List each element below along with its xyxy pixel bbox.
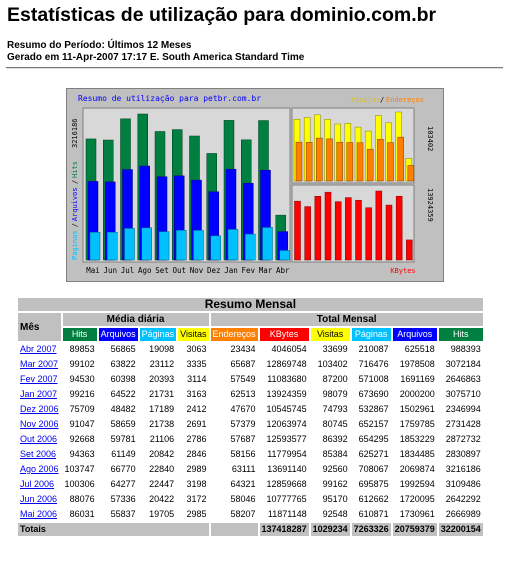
total-addresses-cell: 58207 bbox=[211, 508, 258, 521]
daily-visits-cell: 2989 bbox=[178, 463, 208, 476]
total-hits: 32200154 bbox=[440, 524, 481, 534]
daily-hits-cell: 99216 bbox=[63, 388, 97, 401]
month-header: Mês bbox=[18, 313, 61, 341]
totals-label: Totais bbox=[18, 523, 209, 536]
x-tick-Dez: Dez bbox=[206, 266, 221, 275]
y-axis-label-1: Arquivos bbox=[71, 187, 79, 222]
month-link[interactable]: Jul 2006 bbox=[20, 479, 55, 489]
month-cell bbox=[18, 358, 61, 371]
total-pages-cell: 708067 bbox=[352, 463, 391, 476]
total-files-cell: 1720095 bbox=[393, 493, 437, 506]
table-row bbox=[18, 418, 483, 431]
total-kbytes: 137418287 bbox=[261, 524, 307, 534]
month-cell bbox=[18, 343, 61, 356]
table-row bbox=[18, 373, 483, 386]
table-row bbox=[18, 388, 483, 401]
daily-hits-cell: 94530 bbox=[63, 373, 97, 386]
col-total-kbytes: KBytes bbox=[260, 328, 309, 341]
daily-visits-cell: 3114 bbox=[178, 373, 208, 386]
bar-pages-Jul bbox=[125, 228, 135, 260]
table-row bbox=[18, 508, 483, 521]
total-pages-cell: 695875 bbox=[352, 478, 391, 491]
total-hits-cell: 3216186 bbox=[439, 463, 483, 476]
table-row bbox=[18, 403, 483, 416]
daily-hits-cell: 91047 bbox=[63, 418, 97, 431]
bar-addresses-Jul bbox=[316, 138, 322, 181]
total-kbytes-cell: 11779954 bbox=[260, 448, 309, 461]
daily-visits-cell: 3335 bbox=[178, 358, 208, 371]
total-visits-cell: 103402 bbox=[311, 358, 350, 371]
total-visits-cell: 80745 bbox=[311, 418, 350, 431]
bar-kbytes-Jul bbox=[315, 196, 321, 260]
y-axis-label-0: Páginas bbox=[71, 230, 79, 260]
daily-visits-cell: 3172 bbox=[178, 493, 208, 506]
month-cell bbox=[18, 448, 61, 461]
month-link[interactable]: Mar 2007 bbox=[20, 359, 59, 369]
x-tick-Jun: Jun bbox=[103, 266, 118, 275]
daily-files-cell: 63822 bbox=[99, 358, 138, 371]
total-kbytes-cell: 12859668 bbox=[260, 478, 309, 491]
daily-hits-cell: 103747 bbox=[64, 464, 95, 474]
daily-files-cell: 59781 bbox=[99, 433, 138, 446]
total-files: 20759379 bbox=[394, 524, 435, 534]
total-addresses-cell: 58156 bbox=[211, 448, 258, 461]
daily-pages-cell: 21738 bbox=[140, 418, 177, 431]
daily-pages-cell: 20422 bbox=[140, 493, 177, 506]
col-total-visits: Visitas bbox=[311, 328, 350, 341]
daily-hits-cell: 86031 bbox=[63, 508, 97, 521]
bar-addresses-Out bbox=[347, 143, 353, 181]
total-hits-cell: 3072184 bbox=[439, 358, 483, 371]
total-addresses-cell: 23434 bbox=[211, 343, 258, 356]
daily-files-cell: 64522 bbox=[99, 388, 138, 401]
month-cell bbox=[18, 418, 61, 431]
bar-pages-Abr bbox=[280, 250, 290, 260]
total-visits-cell: 99162 bbox=[311, 478, 350, 491]
daily-visits-cell: 3163 bbox=[178, 388, 208, 401]
monthly-total-header: Total Mensal bbox=[211, 313, 483, 326]
total-visits-cell: 86392 bbox=[311, 433, 350, 446]
total-kbytes-cell: 13924359 bbox=[260, 388, 309, 401]
daily-visits-cell: 2985 bbox=[178, 508, 208, 521]
bar-addresses-Dez bbox=[367, 149, 373, 181]
usage-summary-graph bbox=[66, 88, 444, 282]
total-files-cell: 1853229 bbox=[393, 433, 437, 446]
col-total-files: Arquivos bbox=[393, 328, 437, 341]
total-files-cell: 2000200 bbox=[393, 388, 437, 401]
bar-addresses-Jan bbox=[377, 139, 383, 181]
x-tick-Mai: Mai bbox=[86, 266, 100, 275]
bar-pages-Mai bbox=[90, 232, 100, 260]
total-kbytes-cell: 10545745 bbox=[260, 403, 309, 416]
daily-hits-cell: 100306 bbox=[64, 479, 95, 489]
total-addresses-cell: 57687 bbox=[211, 433, 258, 446]
total-files-cell: 1502961 bbox=[393, 403, 437, 416]
month-link[interactable]: Ago 2006 bbox=[20, 464, 59, 474]
table-row bbox=[18, 463, 483, 476]
legend-separator: / bbox=[380, 96, 385, 104]
total-pages-cell: 532867 bbox=[352, 403, 391, 416]
kbytes-ymax-label: 13924359 bbox=[426, 188, 434, 222]
bar-pages-Dez bbox=[211, 236, 221, 260]
total-visits: 1029234 bbox=[312, 524, 348, 534]
total-files-cell: 1992594 bbox=[393, 478, 437, 491]
x-tick-Jan: Jan bbox=[224, 266, 238, 275]
month-link[interactable]: Fev 2007 bbox=[20, 374, 58, 384]
daily-hits-cell: 89853 bbox=[63, 343, 97, 356]
daily-files-cell: 66770 bbox=[99, 463, 138, 476]
bar-pages-Jun bbox=[107, 232, 117, 260]
total-kbytes-cell: 13691140 bbox=[260, 463, 309, 476]
bar-addresses-Abr bbox=[408, 165, 414, 181]
daily-pages-cell: 21106 bbox=[140, 433, 177, 446]
bar-pages-Nov bbox=[194, 230, 204, 260]
total-hits-cell: 2666989 bbox=[439, 508, 483, 521]
table-row bbox=[18, 358, 483, 371]
page-title: Estatísticas de utilização para dominio.com.br bbox=[7, 4, 437, 26]
total-pages: 7263326 bbox=[353, 524, 389, 534]
daily-visits-cell: 3198 bbox=[178, 478, 208, 491]
bar-kbytes-Nov bbox=[356, 200, 362, 260]
col-total-addresses: Endereços bbox=[212, 329, 256, 339]
total-hits-cell: 2642292 bbox=[439, 493, 483, 506]
kbytes-label: KBytes bbox=[390, 267, 416, 275]
total-kbytes-cell: 10777765 bbox=[260, 493, 309, 506]
daily-hits-cell: 75709 bbox=[63, 403, 97, 416]
daily-files-cell: 64277 bbox=[99, 478, 138, 491]
daily-visits-cell: 3063 bbox=[178, 343, 208, 356]
total-files-cell: 1691169 bbox=[393, 373, 437, 386]
table-body bbox=[18, 343, 483, 521]
daily-visits-cell: 2786 bbox=[178, 433, 208, 446]
total-addresses-cell: 58046 bbox=[211, 493, 258, 506]
total-kbytes-cell: 12063974 bbox=[260, 418, 309, 431]
total-visits-cell: 92560 bbox=[311, 463, 350, 476]
daily-pages-cell: 17189 bbox=[140, 403, 177, 416]
daily-files-cell: 61149 bbox=[99, 448, 138, 461]
bar-kbytes-Jun bbox=[305, 207, 311, 260]
daily-files-cell: 48482 bbox=[99, 403, 138, 416]
monthly-summary-table bbox=[16, 296, 485, 538]
table-row bbox=[18, 478, 483, 491]
month-cell bbox=[18, 508, 61, 521]
bar-kbytes-Mai bbox=[295, 201, 301, 260]
total-addresses-cell: 57379 bbox=[211, 418, 258, 431]
total-kbytes-cell: 12869748 bbox=[260, 358, 309, 371]
month-link[interactable]: Set 2006 bbox=[20, 449, 57, 459]
left-ymax-label: 3216186 bbox=[71, 118, 79, 148]
total-pages-cell: 612662 bbox=[352, 493, 391, 506]
bar-kbytes-Fev bbox=[386, 205, 392, 260]
daily-hits-cell: 94363 bbox=[63, 448, 97, 461]
total-files-cell: 1730961 bbox=[393, 508, 437, 521]
total-hits-cell: 3109486 bbox=[439, 478, 483, 491]
total-files-cell: 1834485 bbox=[393, 448, 437, 461]
month-cell bbox=[18, 493, 61, 506]
total-pages-cell: 210087 bbox=[352, 343, 391, 356]
month-cell bbox=[18, 403, 61, 416]
col-total-pages: Páginas bbox=[352, 328, 391, 341]
bar-pages-Jan bbox=[228, 229, 238, 260]
x-tick-Out: Out bbox=[172, 266, 187, 275]
total-hits-cell: 2731428 bbox=[439, 418, 483, 431]
col-total-hits: Hits bbox=[439, 328, 483, 341]
bar-kbytes-Mar bbox=[396, 196, 402, 260]
daily-pages-cell: 19098 bbox=[140, 343, 177, 356]
total-pages-cell: 654295 bbox=[352, 433, 391, 446]
bar-addresses-Fev bbox=[388, 143, 394, 181]
x-tick-Mar: Mar bbox=[258, 266, 273, 275]
total-addresses-cell: 63111 bbox=[211, 463, 258, 476]
bar-kbytes-Ago bbox=[325, 192, 331, 260]
col-daily-hits: Hits bbox=[63, 328, 97, 341]
bar-pages-Out bbox=[176, 230, 186, 260]
total-pages-cell: 610871 bbox=[352, 508, 391, 521]
daily-visits-cell: 2412 bbox=[178, 403, 208, 416]
table-row bbox=[18, 433, 483, 446]
month-cell bbox=[18, 373, 61, 386]
total-hits-cell: 3075710 bbox=[439, 388, 483, 401]
period-summary: Resumo do Período: Últimos 12 Meses bbox=[7, 40, 192, 51]
daily-pages-cell: 22447 bbox=[140, 478, 177, 491]
total-visits-cell: 85384 bbox=[311, 448, 350, 461]
total-kbytes-cell: 11871148 bbox=[260, 508, 309, 521]
visits-ymax-label: 103402 bbox=[426, 126, 434, 152]
daily-average-header: Média diária bbox=[63, 313, 209, 326]
bar-addresses-Ago bbox=[327, 139, 333, 181]
total-addresses-cell: 64321 bbox=[211, 478, 258, 491]
total-addresses bbox=[211, 523, 258, 536]
daily-hits-cell: 99102 bbox=[63, 358, 97, 371]
table-row bbox=[18, 493, 483, 506]
total-hits-cell: 2830897 bbox=[439, 448, 483, 461]
month-cell bbox=[18, 433, 61, 446]
daily-files-cell: 56865 bbox=[99, 343, 138, 356]
y-axis-sep-0: / bbox=[71, 222, 79, 228]
daily-pages-cell: 22840 bbox=[140, 463, 177, 476]
bar-pages-Fev bbox=[245, 234, 255, 260]
generated-timestamp: Gerado em 11-Apr-2007 17:17 E. South America Standard Time bbox=[7, 52, 305, 63]
y-axis-sep-1: / bbox=[71, 179, 79, 184]
month-link[interactable]: Dez 2006 bbox=[20, 404, 59, 414]
month-link[interactable]: Nov 2006 bbox=[20, 419, 59, 429]
totals-row bbox=[18, 523, 483, 536]
table-row bbox=[18, 448, 483, 461]
total-hits-cell: 988393 bbox=[439, 343, 483, 356]
total-files-cell: 1978508 bbox=[393, 358, 437, 371]
y-axis-label-2: Hits bbox=[71, 161, 79, 178]
total-pages-cell: 571008 bbox=[352, 373, 391, 386]
total-visits-cell: 95170 bbox=[311, 493, 350, 506]
month-link[interactable]: Mai 2006 bbox=[20, 509, 58, 519]
bar-addresses-Mai bbox=[296, 142, 302, 181]
total-visits-cell: 33699 bbox=[311, 343, 350, 356]
total-visits-cell: 87200 bbox=[311, 373, 350, 386]
total-kbytes-cell: 4046054 bbox=[260, 343, 309, 356]
total-files-cell: 625518 bbox=[393, 343, 437, 356]
month-link[interactable]: Jan 2007 bbox=[20, 389, 58, 399]
total-addresses-cell: 65687 bbox=[211, 358, 258, 371]
total-files-cell: 2069874 bbox=[393, 463, 437, 476]
month-link[interactable]: Jun 2006 bbox=[20, 494, 58, 504]
daily-files-cell: 57336 bbox=[99, 493, 138, 506]
bar-kbytes-Out bbox=[345, 198, 351, 260]
col-daily-files: Arquivos bbox=[100, 329, 136, 339]
daily-visits-cell: 2846 bbox=[178, 448, 208, 461]
total-addresses-cell: 47670 bbox=[211, 403, 258, 416]
col-daily-pages: Páginas bbox=[141, 329, 175, 339]
bar-pages-Mar bbox=[263, 227, 273, 260]
col-daily-visits: Visitas bbox=[180, 329, 207, 339]
x-tick-Ago: Ago bbox=[137, 266, 152, 275]
total-visits-cell: 98079 bbox=[311, 388, 350, 401]
bar-pages-Ago bbox=[142, 228, 152, 260]
total-pages-cell: 673690 bbox=[352, 388, 391, 401]
total-hits-cell: 2646863 bbox=[439, 373, 483, 386]
total-addresses-cell: 57549 bbox=[211, 373, 258, 386]
total-pages-cell: 625271 bbox=[352, 448, 391, 461]
daily-pages-cell: 20842 bbox=[140, 448, 177, 461]
table-title: Resumo Mensal bbox=[18, 298, 483, 311]
table-row bbox=[18, 343, 483, 356]
bar-kbytes-Abr bbox=[406, 240, 412, 260]
x-tick-Abr: Abr bbox=[275, 266, 290, 275]
daily-pages-cell: 23112 bbox=[140, 358, 177, 371]
total-pages-cell: 716476 bbox=[352, 358, 391, 371]
total-visits-cell: 74793 bbox=[311, 403, 350, 416]
divider bbox=[6, 67, 503, 69]
month-link[interactable]: Out 2006 bbox=[20, 434, 58, 444]
bar-addresses-Nov bbox=[357, 143, 363, 181]
total-hits-cell: 2346994 bbox=[439, 403, 483, 416]
daily-files-cell: 58659 bbox=[99, 418, 138, 431]
daily-pages-cell: 21731 bbox=[140, 388, 177, 401]
bar-kbytes-Set bbox=[335, 202, 341, 260]
bar-addresses-Mar bbox=[398, 137, 404, 181]
chart-title: Resumo de utilização para petbr.com.br bbox=[78, 94, 262, 103]
bar-addresses-Set bbox=[337, 142, 343, 181]
bar-kbytes-Jan bbox=[376, 191, 382, 260]
total-pages-cell: 652157 bbox=[352, 418, 391, 431]
total-kbytes-cell: 12593577 bbox=[260, 433, 309, 446]
bar-pages-Set bbox=[159, 232, 169, 260]
x-tick-Nov: Nov bbox=[189, 266, 204, 275]
bar-addresses-Jun bbox=[306, 142, 312, 181]
bar-kbytes-Dez bbox=[366, 208, 372, 260]
total-visits-cell: 92548 bbox=[311, 508, 350, 521]
month-cell bbox=[18, 463, 61, 476]
month-cell bbox=[18, 478, 61, 491]
x-tick-Jul: Jul bbox=[120, 266, 135, 275]
x-tick-Set: Set bbox=[155, 266, 169, 275]
daily-files-cell: 55837 bbox=[99, 508, 138, 521]
legend-visits: Visitas bbox=[351, 96, 381, 104]
month-cell bbox=[18, 388, 61, 401]
legend-addresses: Endereços bbox=[386, 96, 424, 104]
daily-pages-cell: 20393 bbox=[140, 373, 177, 386]
x-tick-Fev: Fev bbox=[241, 266, 256, 275]
daily-pages-cell: 19705 bbox=[140, 508, 177, 521]
month-link[interactable]: Abr 2007 bbox=[20, 344, 57, 354]
total-kbytes-cell: 11083680 bbox=[260, 373, 309, 386]
total-addresses-cell: 62513 bbox=[211, 388, 258, 401]
daily-hits-cell: 92668 bbox=[63, 433, 97, 446]
total-files-cell: 1759785 bbox=[393, 418, 437, 431]
daily-visits-cell: 2691 bbox=[178, 418, 208, 431]
daily-files-cell: 60398 bbox=[99, 373, 138, 386]
daily-hits-cell: 88076 bbox=[63, 493, 97, 506]
total-hits-cell: 2872732 bbox=[439, 433, 483, 446]
